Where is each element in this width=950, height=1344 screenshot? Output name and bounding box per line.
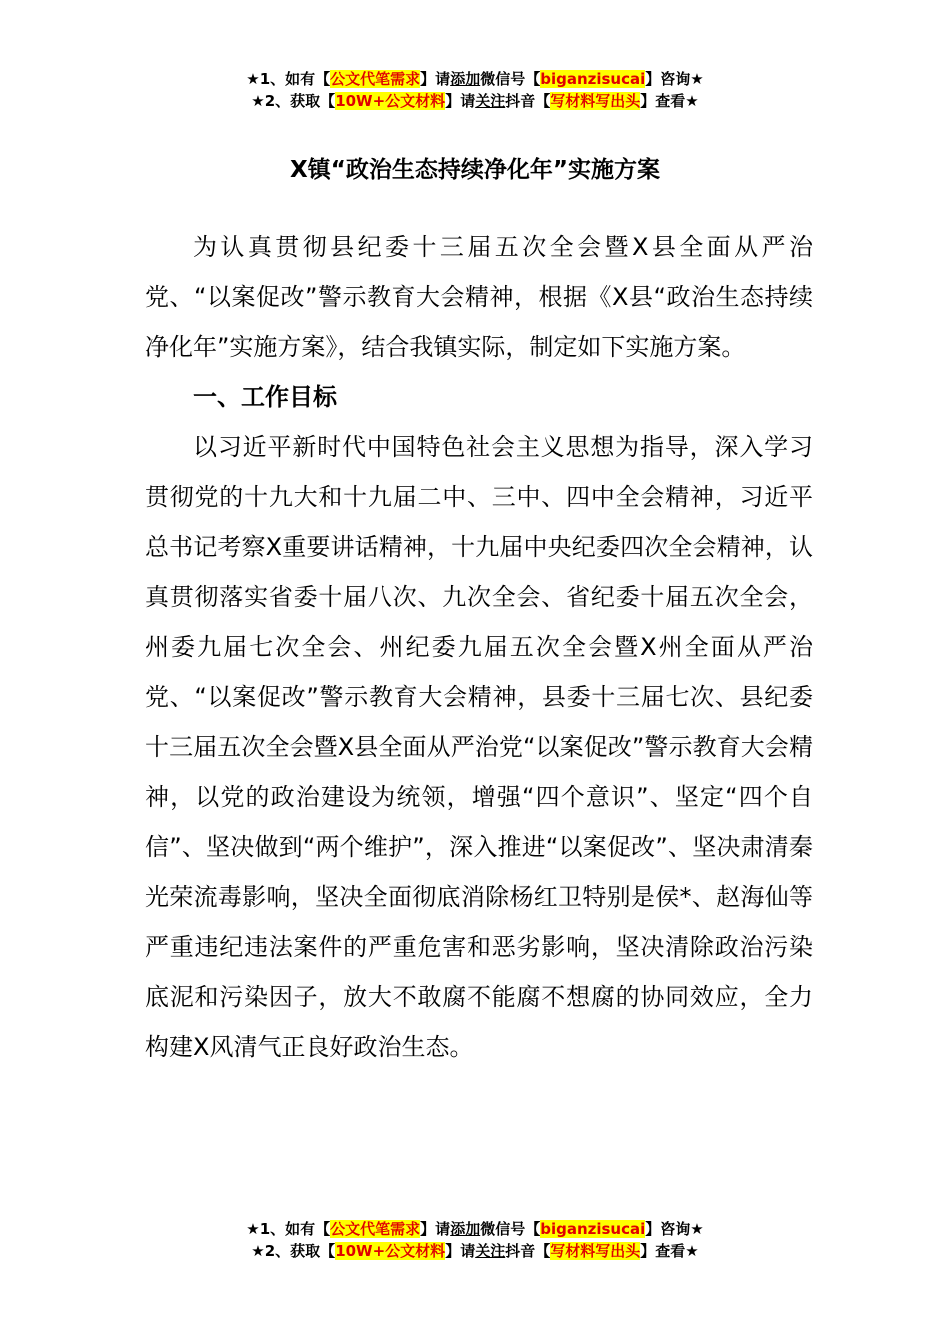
banner-highlight: biganzisucai — [540, 70, 646, 88]
banner-text: 】查看★ — [640, 92, 699, 110]
banner-emphasis: 关注 — [475, 1242, 506, 1260]
banner-text: 抖音【 — [505, 92, 551, 110]
banner-text: ★1、如有【 — [246, 70, 331, 88]
banner-line-1 — [0, 1218, 950, 1240]
footer-banner — [0, 1218, 950, 1262]
banner-highlight: 写材料写出头 — [550, 92, 641, 110]
banner-emphasis: 添加 — [450, 70, 481, 88]
banner-text: 】请 — [445, 1242, 476, 1260]
banner-highlight: 10W+公文材料 — [335, 1242, 446, 1260]
banner-text: 微信号【 — [480, 70, 541, 88]
banner-text: 】请 — [420, 1220, 451, 1238]
banner-text: ★2、获取【 — [251, 1242, 336, 1260]
document-body — [145, 222, 813, 1072]
banner-text: 】请 — [420, 70, 451, 88]
banner-line-2 — [0, 90, 950, 112]
document-title: X镇“政治生态持续净化年”实施方案 — [290, 157, 660, 183]
banner-highlight: biganzisucai — [540, 1220, 646, 1238]
banner-highlight: 公文代笔需求 — [330, 1220, 421, 1238]
banner-text: ★2、获取【 — [251, 92, 336, 110]
banner-text: 】查看★ — [640, 1242, 699, 1260]
banner-emphasis: 关注 — [475, 92, 506, 110]
section-heading: 一、工作目标 — [193, 383, 337, 411]
banner-highlight: 公文代笔需求 — [330, 70, 421, 88]
banner-text: 抖音【 — [505, 1242, 551, 1260]
banner-text: ★1、如有【 — [246, 1220, 331, 1238]
intro-paragraph: 为认真贯彻县纪委十三届五次全会暨X县全面从严治党、“以案促改”警示教育大会精神，根据《X县“政治生态持续净化年”实施方案》，结合我镇实际，制定如下实施方案。 — [145, 233, 813, 361]
header-banner — [0, 68, 950, 112]
banner-line-1 — [0, 68, 950, 90]
banner-highlight: 写材料写出头 — [550, 1242, 641, 1260]
banner-line-2 — [0, 1240, 950, 1262]
banner-emphasis: 添加 — [450, 1220, 481, 1238]
section-paragraph: 以习近平新时代中国特色社会主义思想为指导，深入学习贯彻党的十九大和十九届二中、三中、四中全会精神，习近平总书记考察X重要讲话精神，十九届中央纪委四次全会精神，认真贯彻落实省委十届八次、九次全会、省纪委十届五次全会，州委九届七次全会、州纪委九届五次全会暨X州全面从严治党、“以案促改”警示教育大会精神，县委十三届七次、县纪委十三届五次全会暨X县全面从严治党“以案促改”警示教育大会精神，以党的政治建设为统领，增强“四个意识”、坚定“四个自信”、坚决做到“两个维护”，深入推进“以案促改”、坚决肃清秦光荣流毒影响，坚决全面彻底消除杨红卫特别是侯*、赵海仙等严重违纪违法案件的严重危害和恶劣影响，坚决清除政治污染底泥和污染因子，放大不敢腐不能腐不想腐的协同效应，全力构建X风清气正良好政治生态。 — [145, 433, 813, 1061]
banner-text: 】请 — [445, 92, 476, 110]
banner-text: 】咨询★ — [645, 1220, 704, 1238]
banner-text: 】咨询★ — [645, 70, 704, 88]
banner-text: 微信号【 — [480, 1220, 541, 1238]
banner-highlight: 10W+公文材料 — [335, 92, 446, 110]
